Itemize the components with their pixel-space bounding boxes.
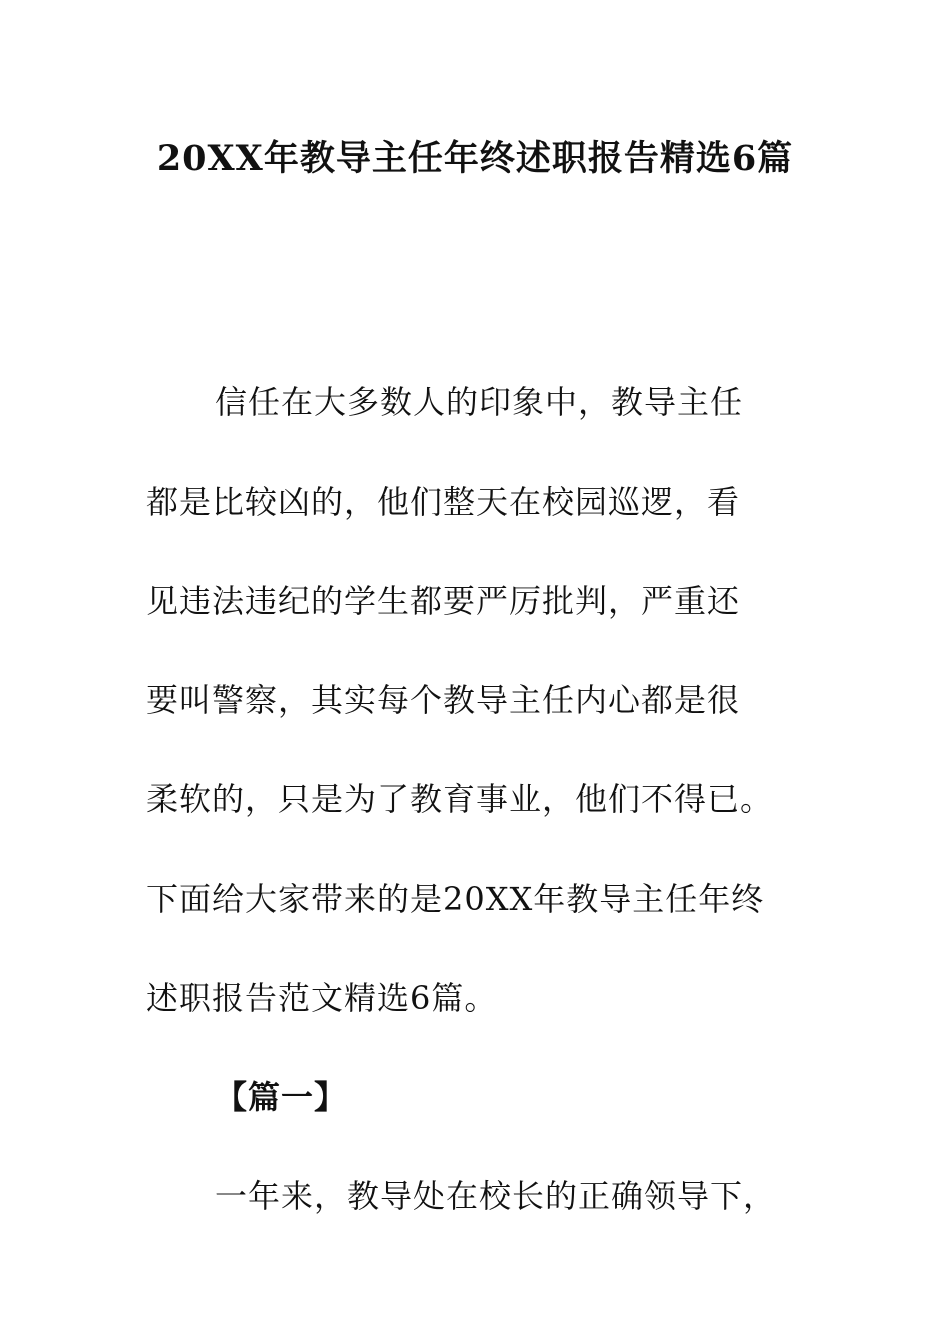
- document-title: 20XX年教导主任年终述职报告精选6篇: [156, 138, 794, 179]
- paragraph-line: 述职报告范文精选6篇。: [146, 979, 498, 1017]
- paragraph-line: 柔软的，只是为了教育事业，他们不得已。: [146, 780, 774, 818]
- paragraph-line: 信任在大多数人的印象中，教导主任: [215, 383, 744, 421]
- paragraph-line: 下面给大家带来的是20XX年教导主任年终: [146, 880, 765, 918]
- paragraph-line: 一年来，教导处在校长的正确领导下，: [215, 1177, 777, 1215]
- paragraph-line: 见违法违纪的学生都要严厉批判，严重还: [146, 582, 741, 620]
- paragraph-line: 要叫警察，其实每个教导主任内心都是很: [146, 681, 741, 719]
- paragraph-line: 都是比较凶的，他们整天在校园巡逻，看: [146, 483, 741, 521]
- section-heading: 【篇一】: [215, 1078, 348, 1116]
